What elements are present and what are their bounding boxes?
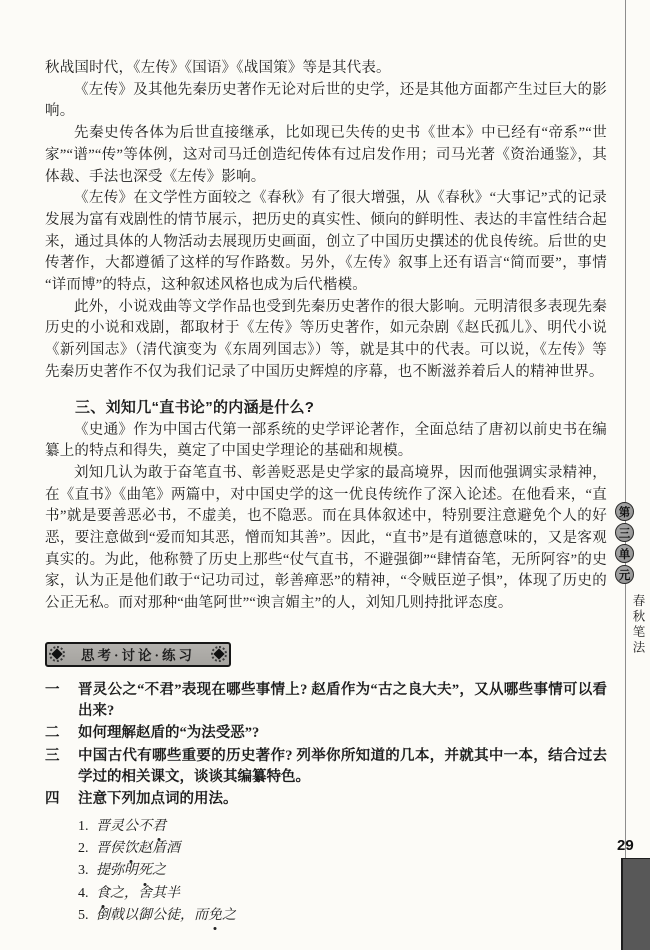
emphasis-dotted-char: 君 (152, 816, 166, 838)
question-item (45, 680, 607, 723)
sidebar-rule (625, 0, 626, 950)
exercise-item-text: 赵盾酒 (138, 840, 180, 856)
question-number: 四 (45, 791, 60, 808)
exercise-item-number: 1. (78, 818, 89, 834)
question-number: 二 (45, 725, 60, 742)
question-list (45, 680, 607, 811)
exercise-item (78, 838, 607, 860)
page-number: 29 (617, 837, 634, 854)
page-edge-tab (621, 858, 650, 950)
paragraph: 《左传》及其他先秦历史著作无论对后世的史学，还是其他方面都产生过巨大的影响。 (45, 81, 607, 120)
exercise-list (78, 816, 607, 927)
paragraph: 秋战国时代，《左传》《国语》《战国策》等是其代表。 (45, 60, 391, 76)
question-number: 一 (45, 681, 60, 698)
emphasis-dotted-char: 饮 (124, 838, 138, 860)
question-item (45, 789, 607, 810)
question-text: 如何理解赵盾的“为法受恶”? (78, 725, 260, 742)
unit-badge-char: 元 (615, 565, 634, 584)
unit-badge (615, 502, 634, 586)
exercise-item-text: 提弥明 (96, 863, 138, 879)
exercise-item-number: 3. (78, 863, 89, 879)
question-item (45, 746, 607, 789)
question-item (45, 723, 607, 744)
paragraph: 先秦史传各体为后世直接继承，比如现已失传的史书《世本》中已经有“帝系”“世家”“谱”“传”等体例，这对司马迁创造纪传体有过启发作用；司马光著《资治通鉴》，其体裁、手法也深受《左传》影响。 (45, 125, 607, 185)
exercise-item-number: 5. (78, 907, 89, 923)
exercise-item (78, 905, 607, 927)
exercise-item-number: 4. (78, 885, 89, 901)
emphasis-dotted-char: 死 (138, 860, 152, 882)
exercise-item-text: 之 (152, 863, 166, 879)
unit-badge-char: 第 (615, 502, 634, 521)
paragraph: 刘知几认为敢于奋笔直书、彰善贬恶是史学家的最高境界，因而他强调实录精神，在《直书》《曲笔》两篇中，对中国史学的这一优良传统作了深入论述。在他看来，“直书”就是要善恶必书，不虚美，也不隐恶。而在具体叙述中，特别要注意避免个人的好恶，要注意做到“爱而知其恶，憎而知其善”。因此，“直书”是有道德意味的，又是客观真实的。为此，他称赞了历史上那些“仗气直书，不避强御”“肆情奋笔，无所阿容”的史家，认为正是他们敢于“记功司过，彰善瘅恶”的精神，“令贼臣逆子惧”，体现了历史的公正无私。而对那种“曲笔阿世”“谀言媚主”的人，刘知几则持批评态度。 (45, 464, 607, 612)
exercise-item-text: 晋侯 (96, 840, 124, 856)
paragraph: 《左传》在文学性方面较之《春秋》有了很大增强，从《春秋》“大事记”式的记录发展为富有戏剧性的情节展示，把历史的真实性、倾向的鲜明性、表达的丰富性结合起来，通过具体的人物活动去展现历史画面，创立了中国历史撰述的优良传统。后世的史传著作，大都遵循了这样的写作路数。另外，《左传》叙事上还有语言“简而要”，事情“详而博”的特点，这种叙述风格也成为后代楷模。 (45, 190, 607, 294)
exercise-item-text: 倒戟以御公徒，而 (96, 907, 208, 923)
question-text: 晋灵公之“不君”表现在哪些事情上? 赵盾作为“古之良大夫”，又从哪些事情可以看出来? (78, 681, 607, 720)
exercise-item-text: 晋灵公不 (96, 818, 152, 834)
emphasis-dotted-char: 免 (208, 905, 222, 927)
exercise-banner (45, 642, 231, 667)
emphasis-dotted-char: 食 (96, 883, 110, 905)
question-text: 中国古代有哪些重要的历史著作? 列举你所知道的几本，并就其中一本，结合过去学过的相关课文，谈谈其编纂特色。 (78, 747, 607, 786)
unit-badge-char: 三 (615, 523, 634, 542)
exercise-item (78, 860, 607, 882)
scroll-ornament-right-icon (211, 646, 227, 662)
scroll-ornament-left-icon (49, 646, 65, 662)
unit-badge-char: 单 (615, 544, 634, 563)
exercise-item-text: 之 (222, 907, 236, 923)
paragraph: 此外，小说戏曲等文学作品也受到先秦历史著作的很大影响。元明清很多表现先秦历史的小说和戏剧，都取材于《左传》等历史著作，如元杂剧《赵氏孤儿》、明代小说《新列国志》（清代演变为《东周列国志》）等，就是其中的代表。可以说，《左传》等先秦历史著作不仅为我们记录了中国历史辉煌的序幕，也不断滋养着后人的精神世界。 (45, 298, 607, 380)
exercise-item-text: 之，舍其半 (110, 885, 180, 901)
unit-title-vertical: 春秋笔法 (631, 594, 645, 656)
page-content (45, 58, 607, 927)
question-number: 三 (45, 747, 60, 764)
exercise-banner-title: 思考·讨论·练习 (80, 648, 195, 664)
exercise-item (78, 816, 607, 838)
paragraph: 《史通》作为中国古代第一部系统的史学评论著作，全面总结了唐初以前史书在编纂上的特点和得失，奠定了中国史学理论的基础和规模。 (45, 421, 607, 460)
question-text: 注意下列加点词的用法。 (78, 791, 238, 808)
section-heading: 三、刘知几“直书论”的内涵是什么? (75, 398, 315, 416)
exercise-item (78, 883, 607, 905)
exercise-item-number: 2. (78, 840, 89, 856)
